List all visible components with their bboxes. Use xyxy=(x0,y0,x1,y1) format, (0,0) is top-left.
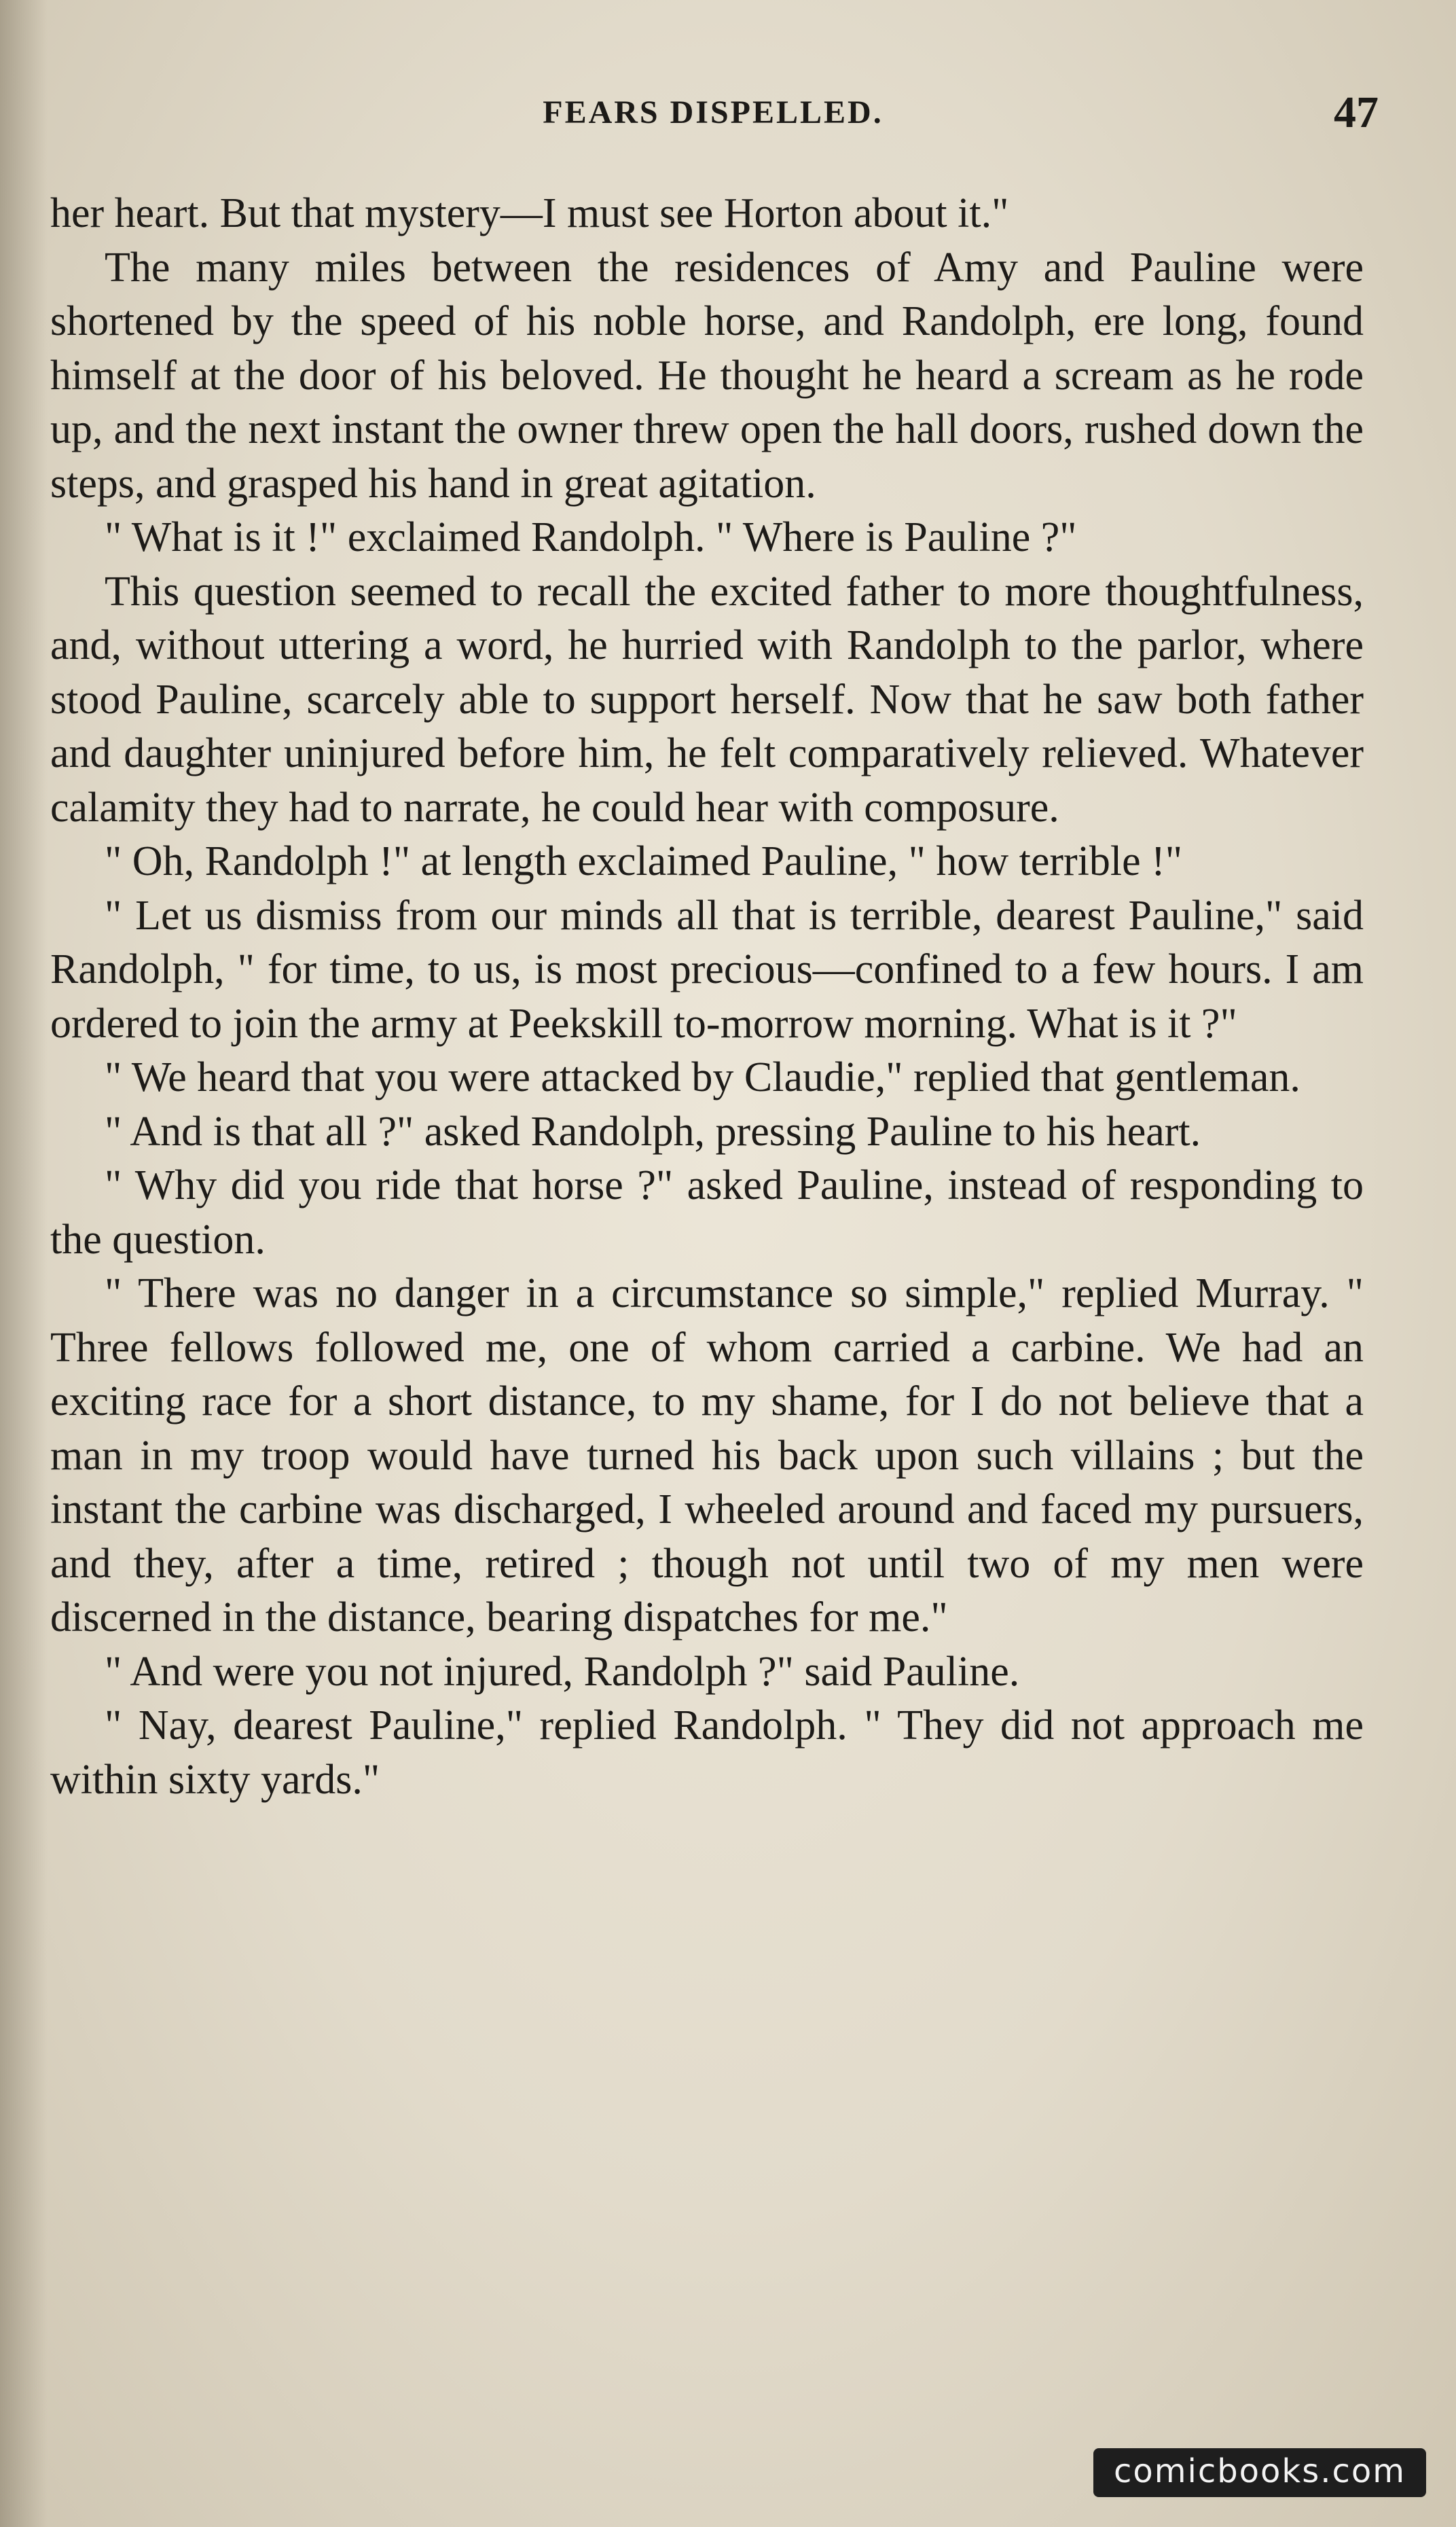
paragraph-3: " What is it !" exclaimed Randolph. " Where is Pauline ?" xyxy=(105,514,1077,560)
paragraph-6: " Let us dismiss from our minds all that is terrible, dearest Pauline," said Randolph, " for time, to us, is most precious—confined to a few hours. I am ordered to join the army at Peekskill to-morrow morning. What is it ?" xyxy=(50,892,1364,1047)
page-number: 47 xyxy=(1334,88,1379,137)
body-text xyxy=(50,187,1364,1807)
paragraph-11: " And were you not injured, Randolph ?" said Pauline. xyxy=(105,1648,1020,1695)
running-head: FEARS DISPELLED. xyxy=(543,94,884,130)
page-header xyxy=(48,87,1379,141)
paragraph-4: This question seemed to recall the excited father to more thoughtfulness, and, without uttering a word, he hurried with Randolph to the parlor, where stood Pauline, scarcely able to support herself. Now that he saw both father and daughter uninjured before him, he felt comparatively relieved. Whatever calamity they had to narrate, he could hear with composure. xyxy=(50,568,1364,831)
spine-shadow xyxy=(0,0,48,2527)
paragraph-7: " We heard that you were attacked by Claudie," replied that gentleman. xyxy=(105,1054,1300,1100)
watermark: comicbooks.com xyxy=(1093,2448,1426,2497)
paragraph-10: " There was no danger in a circumstance so simple," replied Murray. " Three fellows followed me, one of whom carried a carbine. We had an exciting race for a short distance, to my shame, for I do not believe that a man in my troop would have turned his back upon such villains ; but the instant the carbine was discharged, I wheeled around and faced my pursuers, and they, after a time, retired ; though not until two of my men were discerned in the distance, bearing dispatches for me." xyxy=(50,1270,1364,1641)
paragraph-12: " Nay, dearest Pauline," replied Randolph. " They did not approach me within sixty yards." xyxy=(50,1702,1364,1803)
paragraph-9: " Why did you ride that horse ?" asked Pauline, instead of responding to the question. xyxy=(50,1162,1364,1263)
paragraph-5: " Oh, Randolph !" at length exclaimed Pauline, " how terrible !" xyxy=(105,838,1183,884)
paragraph-2: The many miles between the residences of Amy and Pauline were shortened by the speed of his noble horse, and Randolph, ere long, found himself at the door of his beloved. He thought he heard a scream as he rode up, and the next instant the owner threw open the hall doors, rushed down the steps, and grasped his hand in great agitation. xyxy=(50,244,1364,507)
paragraph-8: " And is that all ?" asked Randolph, pressing Pauline to his heart. xyxy=(105,1108,1201,1155)
paragraph-1: her heart. But that mystery—I must see Horton about it." xyxy=(50,190,1009,236)
